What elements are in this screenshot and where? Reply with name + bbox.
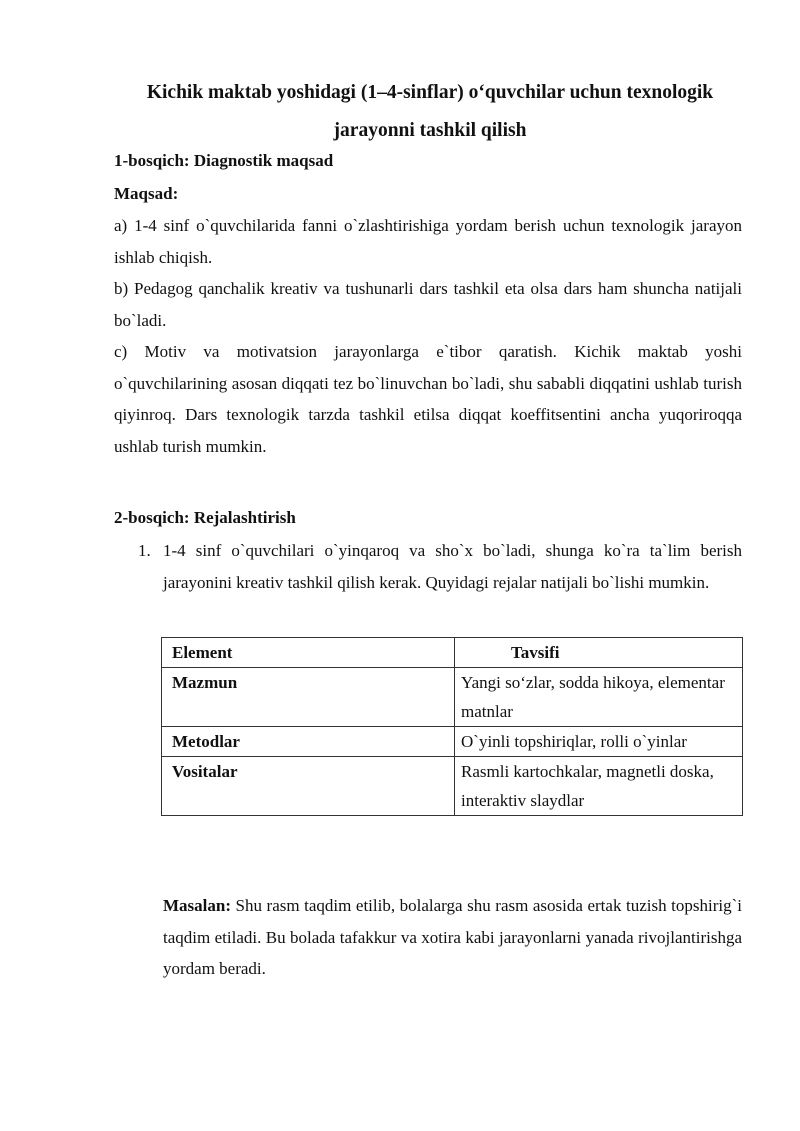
table-row bbox=[162, 727, 743, 757]
goal-item-b: b) Pedagog qanchalik kreativ va tushunarli dars tashkil eta olsa dars ham shuncha natijali bo`ladi. bbox=[114, 279, 742, 330]
goal-label: Maqsad: bbox=[114, 184, 179, 203]
goal-item-c: c) Motiv va motivatsion jarayonlarga e`tibor qaratish. Kichik maktab yoshi o`quvchilarining asosan diqqati tez bo`linuvchan bo`ladi, shu sababli diqqatini ushlab turish qiyinroq. Dars texnologik tarzda tashkil etilsa diqqat koeffitsentini ancha yuqoriroqqa ushlab turish mumkin. bbox=[114, 342, 742, 456]
goal-item-a: a) 1-4 sinf o`quvchilarida fanni o`zlashtirishiga yordam berish uchun texnologik jarayon ishlab chiqish. bbox=[114, 216, 742, 267]
stage1-heading: 1-bosqich: Diagnostik maqsad bbox=[114, 151, 334, 170]
table-cell-description: Yangi so‘zlar, sodda hikoya, elementar matnlar bbox=[455, 668, 743, 727]
table-header-description: Tavsifi bbox=[455, 638, 743, 668]
example-label: Masalan: bbox=[163, 896, 231, 915]
table-header-element: Element bbox=[162, 638, 455, 668]
table-cell-description: Rasmli kartochkalar, magnetli doska, interaktiv slaydlar bbox=[455, 757, 743, 816]
list-item-text: 1-4 sinf o`quvchilari o`yinqaroq va sho`x bo`ladi, shunga ko`ra ta`lim berish jarayonini kreativ tashkil qilish kerak. Quyidagi rejalar natijali bo`lishi mumkin. bbox=[163, 541, 742, 592]
table-cell-element: Vositalar bbox=[162, 757, 455, 816]
table-header-row bbox=[162, 638, 743, 668]
document-title: Kichik maktab yoshidagi (1–4-sinflar) o‘quvchilar uchun texnologik jarayonni tashkil qilish bbox=[146, 82, 714, 141]
table-row bbox=[162, 757, 743, 816]
example-paragraph bbox=[163, 890, 742, 985]
table-cell-element: Metodlar bbox=[162, 727, 455, 757]
table-row bbox=[162, 668, 743, 727]
table-cell-description: O`yinli topshiriqlar, rolli o`yinlar bbox=[455, 727, 743, 757]
example-text: Shu rasm taqdim etilib, bolalarga shu rasm asosida ertak tuzish topshirig`i taqdim etiladi. Bu bolada tafakkur va xotira kabi jarayonlarni yanada rivojlantirishga yordam beradi. bbox=[163, 896, 742, 978]
list-number: 1. bbox=[138, 541, 151, 560]
stage2-heading: 2-bosqich: Rejalashtirish bbox=[114, 508, 296, 527]
table-cell-element: Mazmun bbox=[162, 668, 455, 727]
plan-table bbox=[161, 637, 743, 816]
